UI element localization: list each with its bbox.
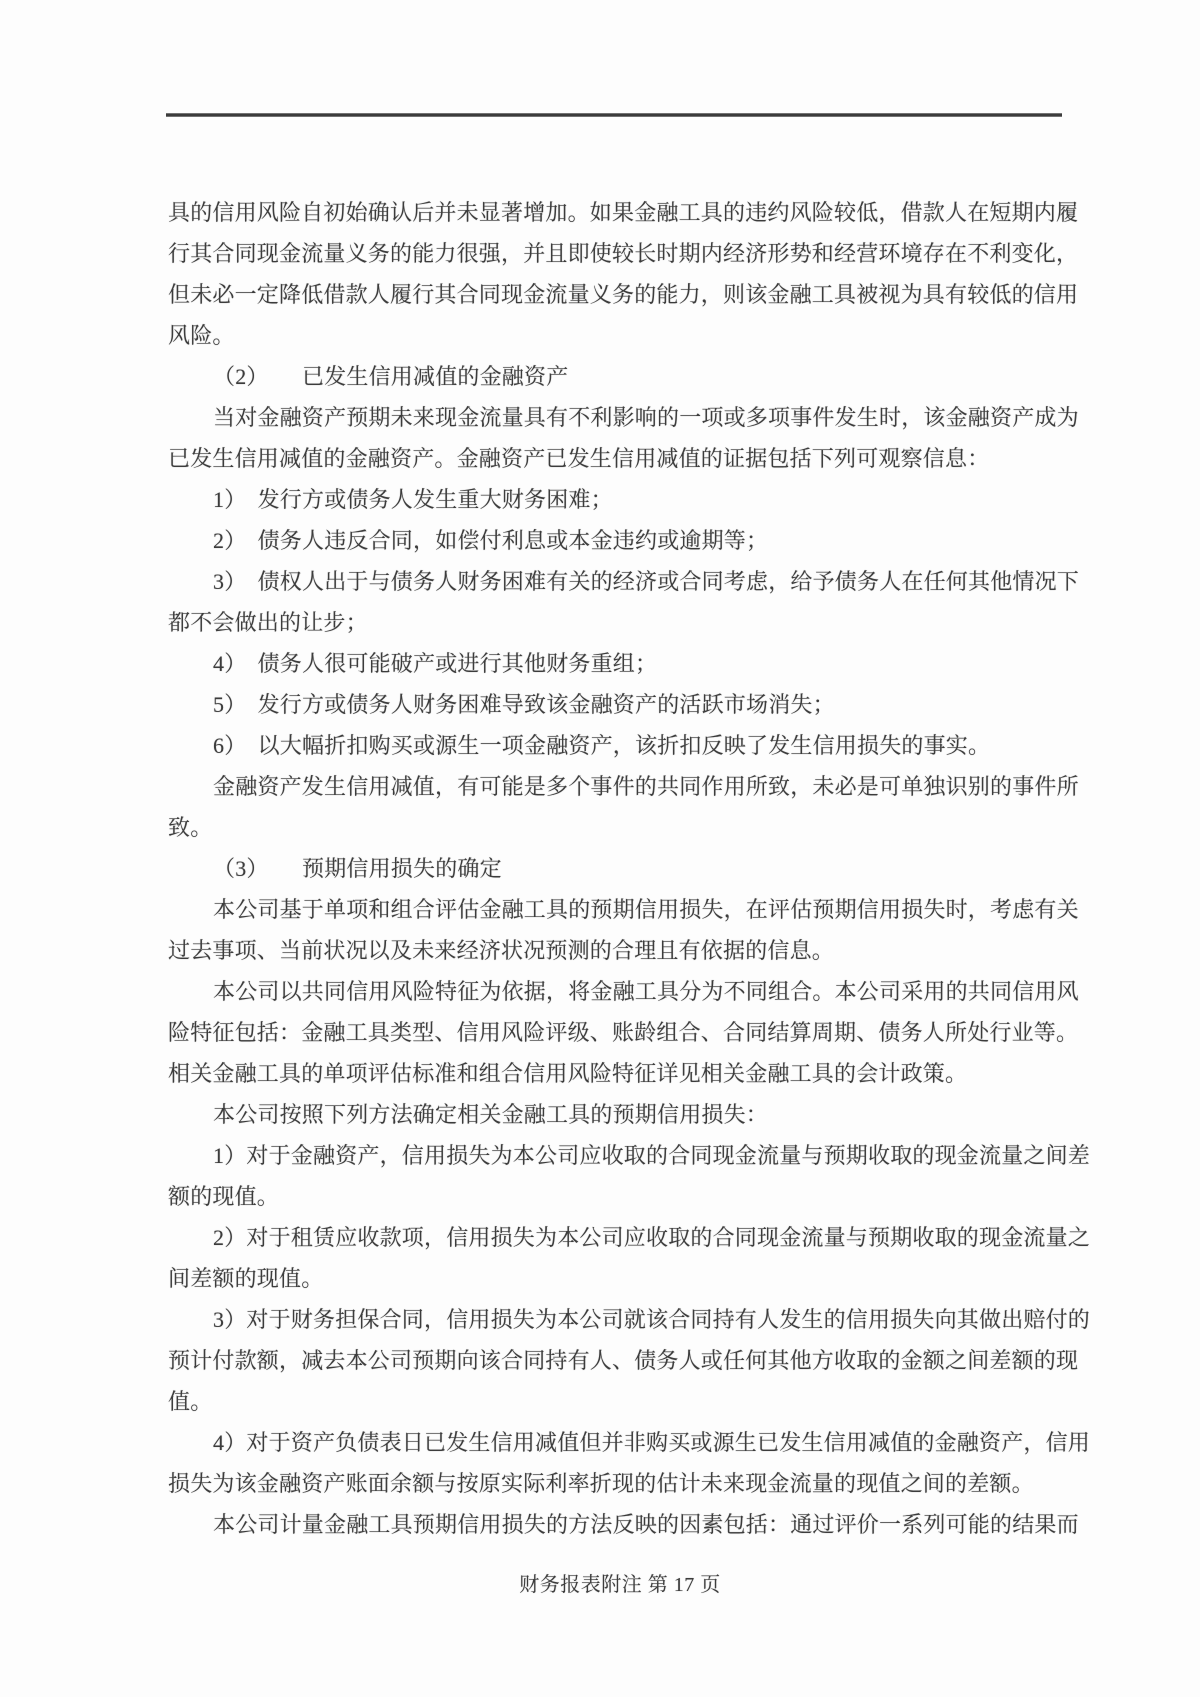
text-line: 6） 以大幅折扣购买或源生一项金融资产，该折扣反映了发生信用损失的事实。 — [213, 733, 991, 758]
text-line: 行其合同现金流量义务的能力很强，并且即使较长时期内经济形势和经营环境存在不利变化， — [168, 241, 1079, 266]
text-line: 本公司基于单项和组合评估金融工具的预期信用损失，在评估预期信用损失时，考虑有关 — [213, 897, 1079, 922]
text-line: （3） 预期信用损失的确定 — [213, 856, 502, 881]
text-line: 3）对于财务担保合同，信用损失为本公司就该合同持有人发生的信用损失向其做出赔付的 — [213, 1307, 1091, 1332]
text-line: 已发生信用减值的金融资产。金融资产已发生信用减值的证据包括下列可观察信息： — [168, 446, 990, 471]
document-body — [168, 192, 1091, 1545]
text-line: 过去事项、当前状况以及未来经济状况预测的合理且有依据的信息。 — [168, 938, 835, 963]
header-rule — [166, 113, 1062, 117]
text-line: 1）对于金融资产，信用损失为本公司应收取的合同现金流量与预期收取的现金流量之间差 — [213, 1143, 1091, 1168]
text-line: 金融资产发生信用减值，有可能是多个事件的共同作用所致，未必是可单独识别的事件所 — [213, 774, 1079, 799]
text-line: 风险。 — [168, 323, 235, 348]
text-line: 5） 发行方或债务人财务困难导致该金融资产的活跃市场消失； — [213, 692, 835, 717]
text-line: 损失为该金融资产账面余额与按原实际利率折现的估计未来现金流量的现值之间的差额。 — [168, 1471, 1034, 1496]
text-line: 额的现值。 — [168, 1184, 280, 1209]
text-line: 3） 债权人出于与债务人财务困难有关的经济或合同考虑，给予债务人在任何其他情况下 — [213, 569, 1080, 594]
text-line: 相关金融工具的单项评估标准和组合信用风险特征详见相关金融工具的会计政策。 — [168, 1061, 968, 1086]
page-footer: 财务报表附注 第 17 页 — [519, 1574, 721, 1596]
text-line: 2）对于租赁应收款项，信用损失为本公司应收取的合同现金流量与预期收取的现金流量之 — [213, 1225, 1091, 1250]
text-line: 本公司以共同信用风险特征为依据，将金融工具分为不同组合。本公司采用的共同信用风 — [213, 979, 1079, 1004]
text-line: 值。 — [168, 1389, 213, 1414]
text-line: 1） 发行方或债务人发生重大财务困难； — [213, 487, 613, 512]
text-line: 险特征包括：金融工具类型、信用风险评级、账龄组合、合同结算周期、债务人所处行业等。 — [168, 1020, 1079, 1045]
text-line: 2） 债务人违反合同，如偿付利息或本金违约或逾期等； — [213, 528, 769, 553]
text-line: 当对金融资产预期未来现金流量具有不利影响的一项或多项事件发生时，该金融资产成为 — [213, 405, 1079, 430]
text-line: 致。 — [168, 815, 213, 840]
text-line: （2） 已发生信用减值的金融资产 — [213, 364, 569, 389]
text-line: 本公司按照下列方法确定相关金融工具的预期信用损失： — [213, 1102, 769, 1127]
text-line: 4）对于资产负债表日已发生信用减值但并非购买或源生已发生信用减值的金融资产，信用 — [213, 1430, 1091, 1455]
text-line: 但未必一定降低借款人履行其合同现金流量义务的能力，则该金融工具被视为具有较低的信用 — [168, 282, 1079, 307]
text-line: 4） 债务人很可能破产或进行其他财务重组； — [213, 651, 658, 676]
text-line: 都不会做出的让步； — [168, 610, 368, 635]
text-line: 预计付款额，减去本公司预期向该合同持有人、债务人或任何其他方收取的金额之间差额的现 — [168, 1348, 1079, 1373]
text-line: 本公司计量金融工具预期信用损失的方法反映的因素包括：通过评价一系列可能的结果而 — [213, 1512, 1079, 1537]
text-line: 具的信用风险自初始确认后并未显著增加。如果金融工具的违约风险较低，借款人在短期内履 — [168, 200, 1079, 225]
text-line: 间差额的现值。 — [168, 1266, 324, 1291]
